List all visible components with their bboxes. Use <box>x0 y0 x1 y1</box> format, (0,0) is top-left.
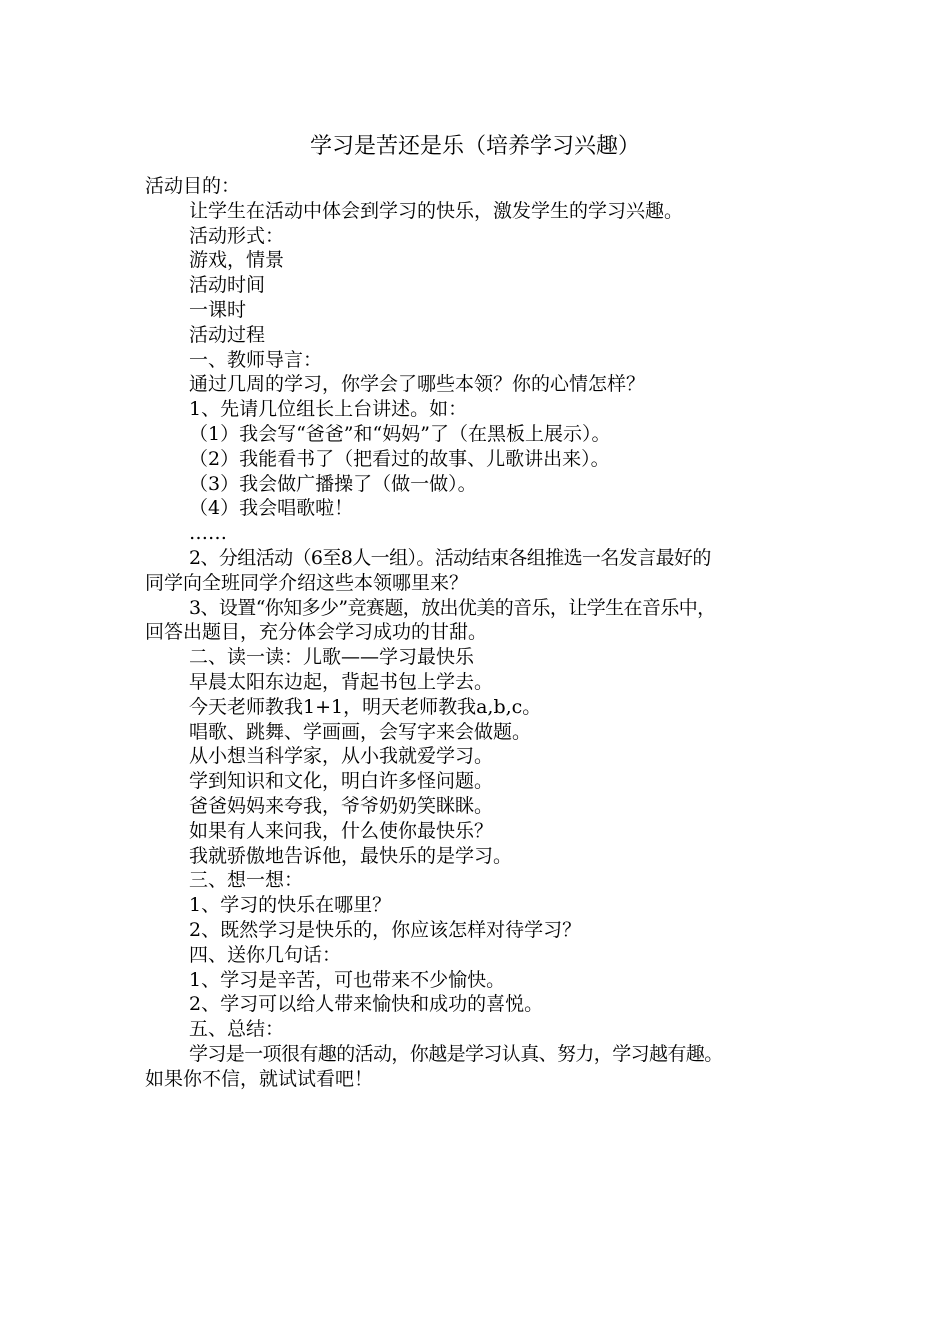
text-line: 回答出题目，充分体会学习成功的甘甜。 <box>145 621 488 644</box>
text-line: 四、送你几句话： <box>189 943 342 966</box>
text-line: 我就骄傲地告诉他，最快乐的是学习。 <box>189 844 513 867</box>
text-line: 同学向全班同学介绍这些本领哪里来？ <box>145 571 469 594</box>
text-line: （2）我能看书了（把看过的故事、儿歌讲出来）。 <box>189 447 610 470</box>
text-line: 三、想一想： <box>189 869 304 892</box>
text-line: 通过几周的学习，你学会了哪些本领？你的心情怎样？ <box>189 373 646 396</box>
text-line: （3）我会做广播操了（做一做）。 <box>189 472 477 495</box>
text-line: 活动目的： <box>145 175 241 197</box>
text-line: （1）我会写“爸爸”和“妈妈”了（在黑板上展示）。 <box>189 422 611 445</box>
text-line: 学到知识和文化，明白许多怪问题。 <box>189 770 494 793</box>
text-line: 今天老师教我1+1，明天老师教我a,b,c。 <box>189 695 542 718</box>
text-line: 一、教师导言： <box>189 348 323 371</box>
text-line: 学习是一项很有趣的活动，你越是学习认真、努力，学习越有趣。 <box>189 1042 723 1065</box>
text-line: 活动过程 <box>189 323 266 346</box>
text-line: 早晨太阳东边起，背起书包上学去。 <box>189 670 494 693</box>
text-line: 爸爸妈妈来夸我，爷爷奶奶笑眯眯。 <box>189 794 494 817</box>
text-line: 1、学习的快乐在哪里？ <box>189 894 392 917</box>
text-line: 1、先请几位组长上台讲述。如： <box>189 398 468 421</box>
text-line: 唱歌、跳舞、学画画，会写字来会做题。 <box>189 720 532 743</box>
text-line: 3、设置“你知多少”竞赛题，放出优美的音乐，让学生在音乐中， <box>189 596 716 619</box>
text-line: 活动形式： <box>189 224 285 247</box>
text-line: 游戏，情景 <box>189 249 285 272</box>
text-line: 如果你不信，就试试看吧！ <box>145 1067 374 1090</box>
text-line: 让学生在活动中体会到学习的快乐，激发学生的学习兴趣。 <box>189 199 684 222</box>
text-line: 2、既然学习是快乐的，你应该怎样对待学习？ <box>189 918 582 941</box>
text-line: 2、分组活动（6至8人一组）。活动结束各组推选一名发言最好的 <box>189 546 711 569</box>
text-line: 活动时间 <box>189 274 266 297</box>
document-body <box>145 174 820 1091</box>
text-line: 1、学习是辛苦，可也带来不少愉快。 <box>189 968 506 991</box>
text-line: 二、读一读：儿歌——学习最快乐 <box>189 646 475 669</box>
text-line: 从小想当科学家，从小我就爱学习。 <box>189 745 494 768</box>
text-line: 2、学习可以给人带来愉快和成功的喜悦。 <box>189 993 544 1016</box>
text-line: （4）我会唱歌啦！ <box>189 497 354 520</box>
text-line: 如果有人来问我，什么使你最快乐？ <box>189 819 494 842</box>
text-line: …… <box>189 522 227 545</box>
text-line: 一课时 <box>189 298 247 321</box>
text-line: 五、总结： <box>189 1018 285 1041</box>
document-title: 学习是苦还是乐（培养学习兴趣） <box>309 134 640 159</box>
